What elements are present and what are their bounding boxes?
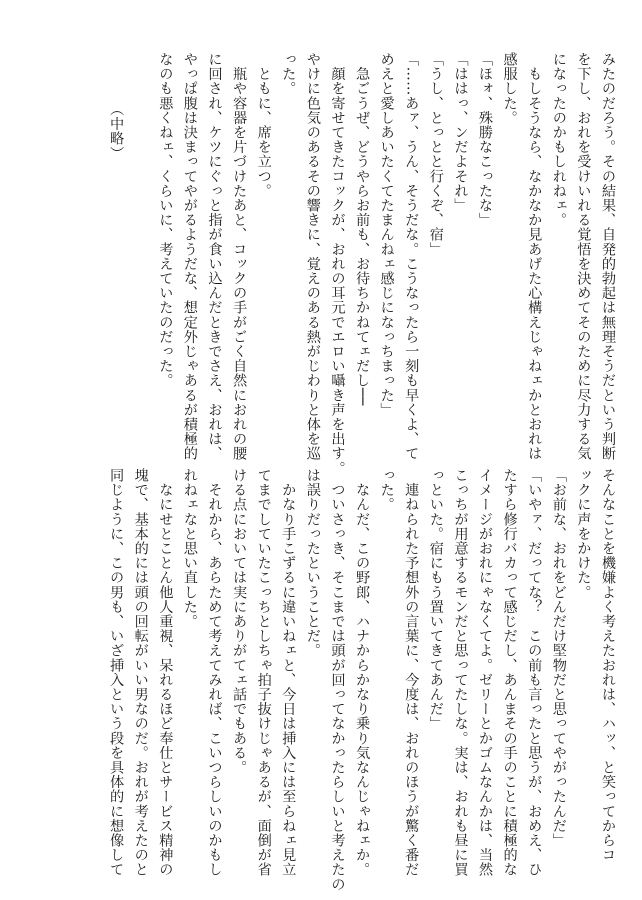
upper-text-line: やっぱ腹は決まってやがるようだな、想定外じゃあるが積極的 — [181, 52, 198, 461]
lower-text-line: ックに声をかけた。 — [575, 468, 592, 600]
upper-text-line: になったのかもしれねェ。 — [550, 52, 567, 228]
upper-text-line: もしそうなら、なかなか見あげた心構えじゃねェかとおれは — [526, 52, 543, 461]
upper-text-line: を下し、おれを受けいれる覚悟を決めてそのために尽力する気 — [575, 52, 592, 461]
lower-text-line: そんなことを機嫌よく考えたおれは、ハッ、と笑ってからコ — [600, 468, 616, 863]
lower-text-line: イメージがおれにゃなくてよ。ゼリーとかゴムなんかは、当然 — [477, 468, 494, 877]
lower-text-line: れねェなと思い直した。 — [181, 468, 198, 629]
lower-text-line: 連ねられた予想外の言葉に、今度は、おれのほうが驚く番だ — [403, 468, 420, 877]
upper-text-line: ともに、席を立つ。 — [255, 52, 272, 198]
lower-text-line: っといた。宿にもう置いてきてあんだ」 — [427, 468, 444, 731]
lower-text-line: なにせとことん他人重視、呆れるほど奉仕とサービス精神の — [157, 468, 174, 877]
upper-text-block — [104, 52, 620, 476]
upper-text-line: やけに色気のあるその響きに、覚えのある熱がじわりと体を巡 — [304, 52, 321, 461]
upper-text-line: 「……あァ、うん、そうだな。こうなったら一刻も早くよ、て — [403, 52, 420, 461]
upper-text-line: 感服した。 — [501, 52, 518, 125]
lower-text-line: ける点においては実にありがてェ話でもある。 — [231, 468, 248, 775]
upper-text-line: めえと愛しあいたくてたまんねェ感じになっちまった」 — [378, 52, 395, 417]
lower-text-line: それから、あらためて考えてみれば、こいつらしいのかもし — [206, 468, 223, 877]
lower-text-line: 塊で、基本的には頭の回転がいい男なのだ。おれが考えたのと — [132, 468, 149, 877]
section-break-marker: （中略） — [108, 101, 125, 161]
upper-text-line: みたのだろう。その結果、自発的勃起は無理そうだという判断 — [600, 52, 616, 461]
upper-text-line: に回され、ケツにぐっと指が食い込んだときでさえ、おれは、 — [206, 52, 223, 461]
upper-text-line: 「ほォ、殊勝なこったな」 — [477, 52, 494, 228]
upper-text-line: 顔を寄せてきたコックが、おれの耳元でエロい囁き声を出す。 — [329, 52, 346, 476]
lower-text-block — [104, 468, 620, 892]
lower-text-line: てまでしていたこっちとしちゃ拍子抜けじゃあるが、面倒が省 — [255, 468, 272, 877]
lower-text-line: った。 — [378, 468, 395, 512]
upper-text-line: った。 — [280, 52, 297, 96]
lower-text-line: は誤りだったということだ。 — [304, 468, 321, 658]
upper-text-line: 瓶や容器を片づけたあと、コックの手がごく自然におれの腰 — [231, 52, 248, 461]
lower-text-line: なんだ、この野郎、ハナからかなり乗り気なんじゃねェか。 — [354, 468, 371, 877]
lower-text-line: かなり手こずるに違いねェと、今日は挿入には至らねェ見立 — [280, 468, 297, 877]
lower-text-line: たすら修行バカって感じだし、あんまその手のことに積極的な — [501, 468, 518, 877]
upper-text-line — [128, 52, 153, 432]
upper-text-line: 「ははっ、ンだよそれ」 — [452, 52, 469, 213]
lower-text-line: こっちが用意するモンだと思ってたしな。実は、おれも昼に買 — [452, 468, 469, 877]
lower-text-line: 「お前な、おれをどんだけ堅物だと思ってやがったんだ」 — [550, 468, 567, 848]
upper-text-line: 急ごうぜ、どうやらお前も、お待ちかねてェだし── — [354, 52, 371, 406]
lower-text-line: 同じように、この男も、いざ挿入という段を具体的に想像して — [108, 468, 125, 877]
lower-text-line: ついさっき、そこまでは頭が回ってなかったらしいと考えたの — [329, 468, 346, 892]
lower-text-line: 「いやァ、だってな？ この前も言ったと思うが、おめえ、ひ — [526, 468, 543, 877]
upper-text-line: 「うし、とっとと行くぞ、宿」 — [427, 52, 444, 257]
upper-text-line: なのも悪くねェ、くらいに、考えていたのだった。 — [157, 52, 174, 388]
